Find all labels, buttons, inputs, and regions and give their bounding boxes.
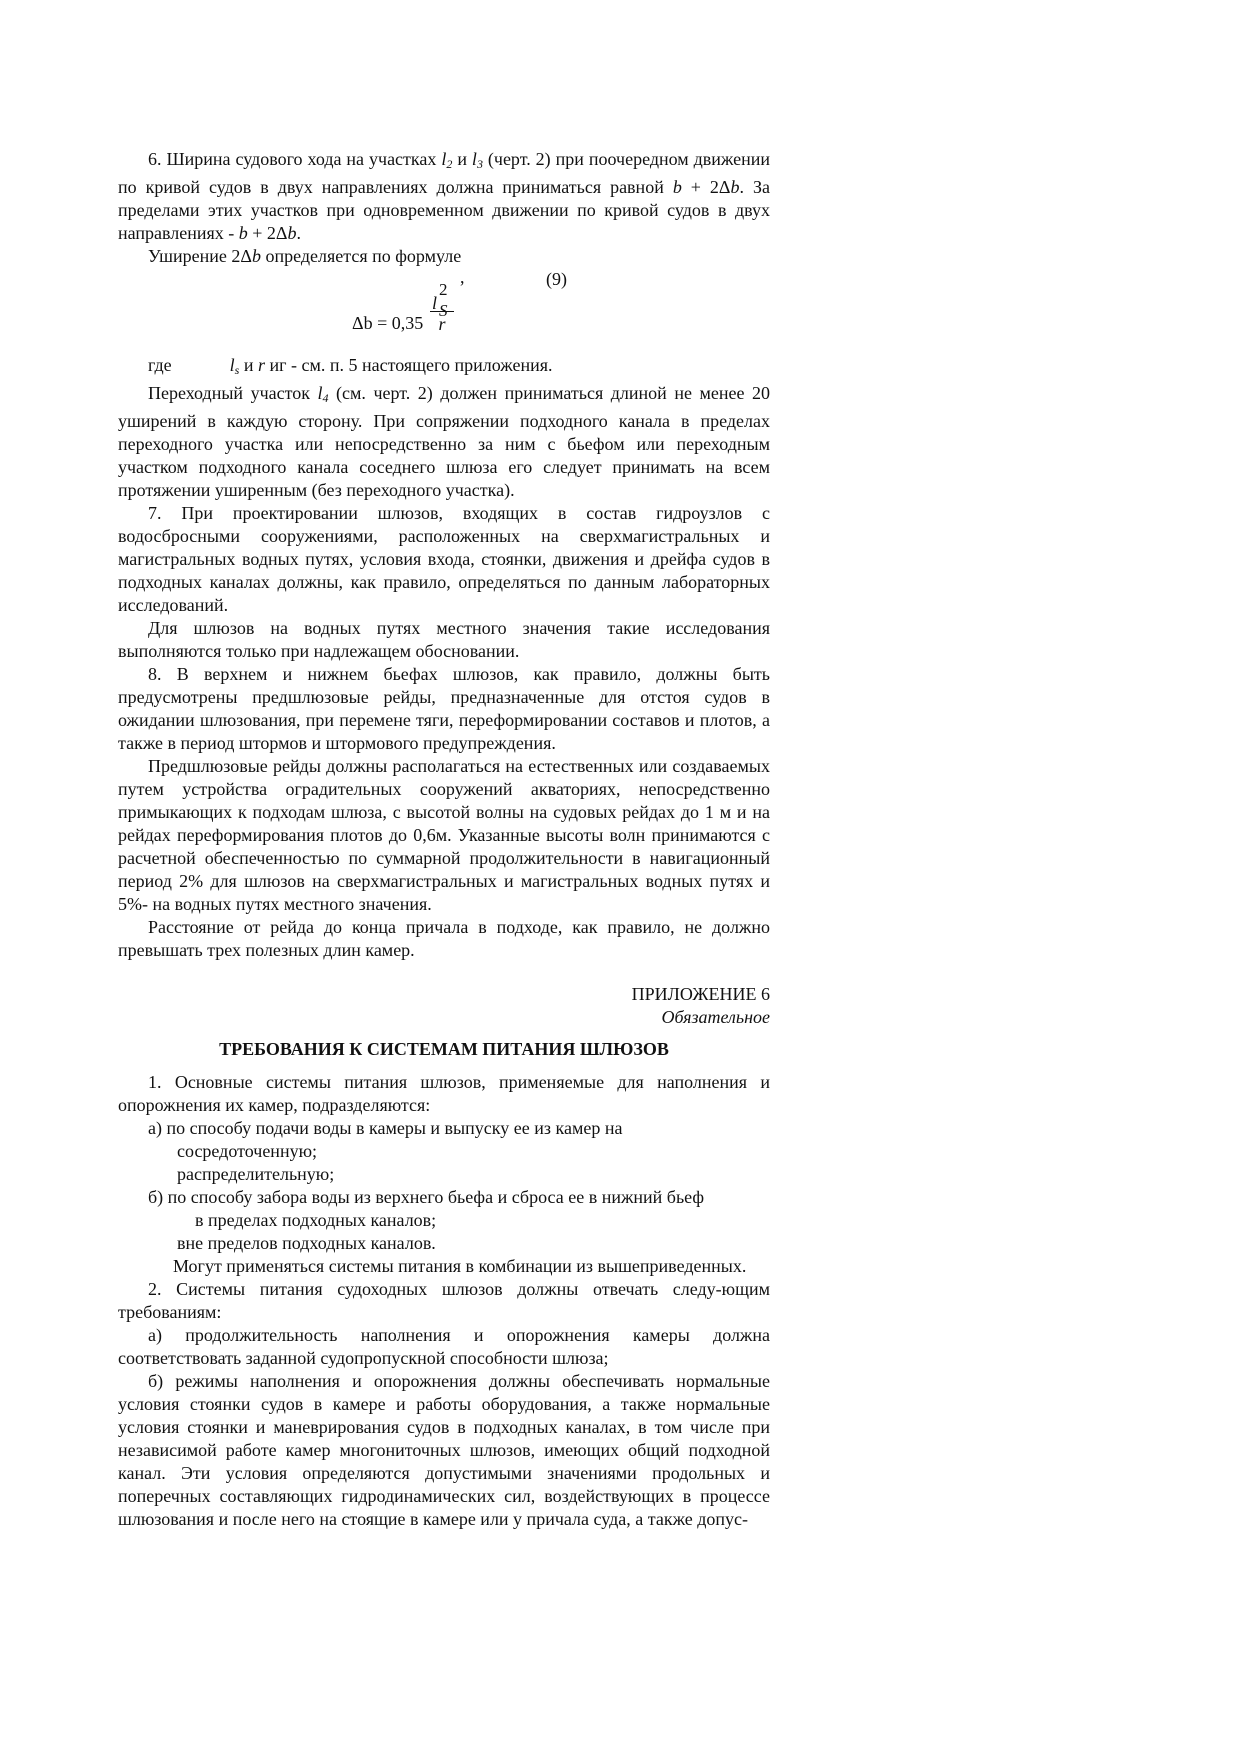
text: где [148,355,172,375]
page-content [118,148,770,1531]
formula-fraction [430,278,454,336]
subscript: 3 [476,157,483,171]
list-item-b: б) по способу забора воды из верхнего бьефа и сброса ее в нижний бьеф [148,1187,705,1207]
section-item-2: 2. Системы питания судоходных шлюзов должны отвечать следу-ющим требованиям: [118,1279,770,1322]
combination-note: Могут применяться системы питания в комбинации из вышеприведенных. [173,1256,747,1276]
fraction-numerator [430,278,454,320]
text: (черт. 2) при поочередном движении по кривой судов в двух направлениях должна приниматься равной [118,149,770,197]
paragraph-7-local: Для шлюзов на водных путях местного значения такие исследования выполняются только при надлежащем обосновании. [118,618,770,661]
requirement-a: а) продолжительность наполнения и опорожнения камеры должна соответствовать заданной судопропускной способности шлюза; [118,1325,770,1368]
var-l: l [441,149,447,169]
formula-9 [118,268,770,354]
list-subitem: в пределах подходных каналов; [195,1210,437,1230]
fraction-denominator: r [438,314,446,334]
paragraph-8-distance: Расстояние от рейда до конца причала в подходе, как правило, не должно превышать трех полезных длин камер. [118,917,770,960]
requirement-b: б) режимы наполнения и опорожнения должны обеспечивать нормальные условия стоянки судов в камере и работы оборудования, а также нормальные условия стоянки и маневрирования судов в подходных каналах, в том числе при независимой работе камер многониточных шлюзов, имеющих общий подходной канал. Эти условия определяются допустимыми значениями продольных и поперечных составляющих гидродинамических сил, воздействующих в процессе шлюзования и после него на стоящие в камере или у причала суда, а также допус- [118,1371,770,1529]
text: иг - см. п. 5 настоящего приложения. [264,355,553,375]
text: определяется по формуле [260,246,462,266]
formula-comma: , [460,267,465,287]
text: + 2Δ [681,177,731,197]
text: . За пределами этих участков при одновременном движении по кривой судов в двух направлениях - [118,177,770,243]
text: Уширение 2Δ [148,246,252,266]
var-r: r [257,355,265,375]
text: . [296,223,302,243]
text: Переходный участок [148,383,318,403]
paragraph-8-roadsteads: Предшлюзовые рейды должны располагаться на естественных или создаваемых путем устройства оградительных сооружений акваториях, непосредственно примыкающих к подходам шлюза, с высотой волны на судовых рейдах до 1 м и на рейдах переформирования плотов до 0,6м. Указанные высоты волн принимаются с расчетной обеспеченностью по суммарной продолжительности в навигационный период 2% для шлюзов на сверхмагистральных и магистральных водных путях и 5%- на водных путях местного значения. [118,756,770,914]
list-subitem: распределительную; [177,1164,335,1184]
subscript: s [234,363,240,377]
var-b: b [672,177,682,197]
widening-intro [118,245,770,268]
text: и [239,355,258,375]
var-b: b [238,223,248,243]
var-b: b [251,246,261,266]
var-b: b [287,223,297,243]
list-subitem: сосредоточенную; [177,1141,318,1161]
list-subitem: вне пределов подходных каналов. [177,1233,436,1253]
text: + 2Δ [247,223,288,243]
paragraph-7: 7. При проектировании шлюзов, входящих в состав гидроузлов с водосбросными сооружениями, расположенных на сверхмагистральных и магистральных водных путях, условия входа, стоянки, движения и дрейфа судов в подходных каналах должны, как правило, определяться по данным лабораторных исследований. [118,503,770,615]
text: и [452,149,472,169]
paragraph-8: 8. В верхнем и нижнем бьефах шлюзов, как правило, должны быть предусмотрены предшлюзовые рейды, предназначенные для отстоя судов в ожидании шлюзования, при перемене тяги, переформировании составов и плотов, а также в период штормов и штормового предупреждения. [118,664,770,753]
appendix-status: Обязательное [661,1007,770,1027]
paragraph-6 [118,148,770,245]
list-item-a: а) по способу подачи воды в камеры и выпуску ее из камер на [148,1118,623,1138]
var-b: b [730,177,740,197]
formula-lhs: Δb = 0,35 [352,313,424,333]
section-item-1: 1. Основные системы питания шлюзов, применяемые для наполнения и опорожнения их камер, подразделяются: [118,1072,770,1115]
subscript: 4 [322,391,329,405]
appendix-label: ПРИЛОЖЕНИЕ 6 [631,984,770,1004]
var-l: l [317,383,323,403]
subscript: 2 [446,157,453,171]
equation-number: (9) [546,269,567,289]
var-l: l [471,149,477,169]
superscript: 2 [439,280,448,299]
subscript: S [439,301,448,320]
transition-paragraph [118,382,770,502]
text: (см. черт. 2) должен приниматься длиной не менее 20 уширений в каждую сторону. При сопряжении подходного канала в пределах переходного участка или непосредственно за ним с бьефом или переходным участком подходного канала соседнего шлюза его следует принимать на всем протяжении уширенным (без переходного участка). [118,383,770,500]
var-l: l [432,293,438,313]
section-title: ТРЕБОВАНИЯ К СИСТЕМАМ ПИТАНИЯ ШЛЮЗОВ [219,1039,669,1059]
where-line [118,354,770,382]
var-l: l [229,355,235,375]
text: 6. Ширина судового хода на участках [148,149,442,169]
